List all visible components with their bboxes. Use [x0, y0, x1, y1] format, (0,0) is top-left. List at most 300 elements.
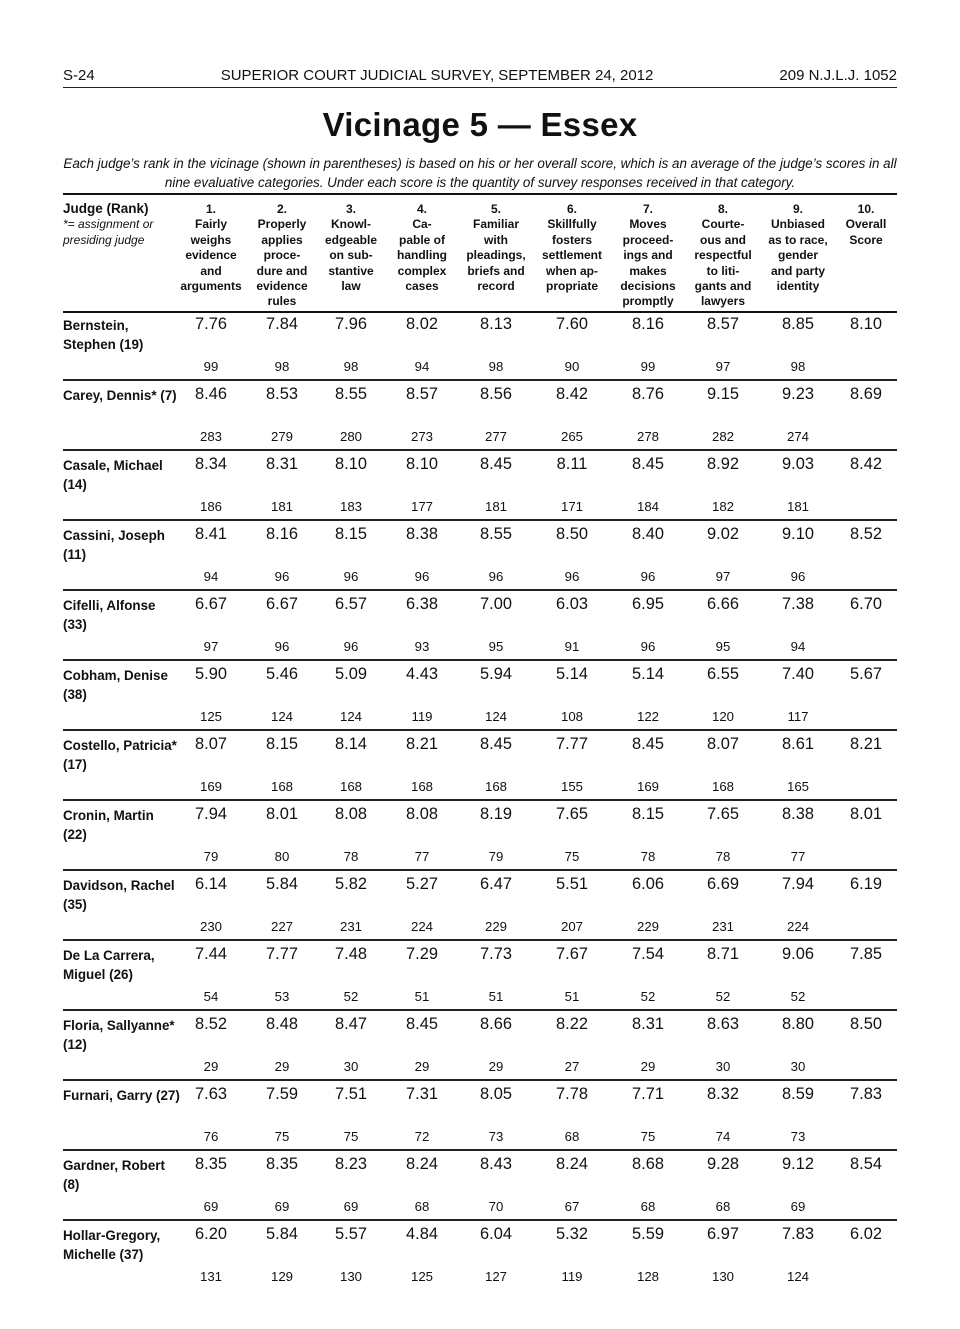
judge-name-line: Bernstein,	[63, 318, 129, 333]
response-count: 79	[203, 849, 219, 864]
response-count: 70	[488, 1199, 504, 1214]
column-label-line: Unbiased	[770, 217, 825, 232]
category-score: 7.84	[266, 315, 298, 333]
response-count: 96	[343, 639, 359, 654]
response-count: 224	[410, 919, 433, 934]
category-score: 8.71	[707, 945, 739, 963]
category-score: 9.02	[707, 525, 739, 543]
response-count: 29	[203, 1059, 219, 1074]
category-score: 7.54	[632, 945, 664, 963]
category-score: 8.42	[556, 385, 588, 403]
judge-name-line: (22)	[63, 827, 87, 842]
response-count: 52	[715, 989, 731, 1004]
column-label-line: stantive	[328, 263, 374, 278]
response-count: 30	[790, 1059, 806, 1074]
response-count: 77	[414, 849, 430, 864]
column-number: 3.	[345, 202, 356, 216]
category-score: 8.66	[480, 1015, 512, 1033]
category-score: 8.16	[632, 315, 664, 333]
table-row	[63, 451, 897, 521]
category-score: 7.65	[707, 805, 739, 823]
category-score: 5.84	[266, 875, 298, 893]
judge-name-line: (38)	[63, 687, 87, 702]
response-count: 73	[790, 1129, 806, 1144]
table-row	[63, 941, 897, 1011]
judge-name	[63, 386, 181, 405]
response-count: 181	[484, 499, 507, 514]
judge-name-line: Cronin, Martin	[63, 808, 154, 823]
column-label-line: record	[477, 279, 515, 294]
column-label-line: Knowl-	[331, 217, 371, 232]
column-label-line: with	[484, 232, 508, 247]
response-count: 90	[564, 359, 580, 374]
judge-name	[63, 946, 181, 984]
category-score: 8.38	[406, 525, 438, 543]
category-score: 6.95	[632, 595, 664, 613]
response-count: 120	[711, 709, 734, 724]
column-label-line: gants and	[694, 279, 752, 294]
table-row	[63, 311, 897, 381]
column-label-line: decisions	[620, 279, 676, 294]
category-score: 8.57	[406, 385, 438, 403]
category-score: 6.55	[707, 665, 739, 683]
column-label-line: briefs and	[467, 263, 525, 278]
category-score: 7.44	[195, 945, 227, 963]
overall-score: 7.83	[850, 1085, 882, 1103]
column-label-line: and party	[770, 263, 825, 278]
column-label-line: handling	[397, 248, 447, 263]
judge-name-line: (17)	[63, 757, 87, 772]
overall-score: 8.54	[850, 1155, 882, 1173]
category-score: 7.59	[266, 1085, 298, 1103]
response-count: 131	[199, 1269, 222, 1284]
running-head	[63, 62, 897, 88]
response-count: 97	[715, 569, 731, 584]
response-count: 69	[274, 1199, 290, 1214]
category-score: 7.29	[406, 945, 438, 963]
category-score: 8.24	[406, 1155, 438, 1173]
response-count: 168	[339, 779, 362, 794]
response-count: 94	[203, 569, 219, 584]
response-count: 68	[715, 1199, 731, 1214]
category-score: 8.35	[195, 1155, 227, 1173]
category-score: 8.08	[406, 805, 438, 823]
judge-name	[63, 666, 181, 704]
column-number: 5.	[490, 202, 501, 216]
judge-name-line: (14)	[63, 477, 87, 492]
category-score: 6.47	[480, 875, 512, 893]
category-score: 6.66	[707, 595, 739, 613]
column-label-line: on sub-	[329, 248, 373, 263]
judge-name-line: Miguel (26)	[63, 967, 133, 982]
response-count: 227	[270, 919, 293, 934]
category-score: 8.52	[195, 1015, 227, 1033]
overall-score: 8.42	[850, 455, 882, 473]
column-label-line: fosters	[551, 232, 592, 247]
response-count: 75	[343, 1129, 359, 1144]
response-count: 119	[411, 709, 433, 724]
response-count: 96	[488, 569, 504, 584]
judge-header-note: *= assignment or presiding judge	[63, 217, 154, 247]
judge-name	[63, 1016, 181, 1054]
response-count: 68	[640, 1199, 656, 1214]
category-score: 6.67	[266, 595, 298, 613]
response-count: 75	[274, 1129, 290, 1144]
response-count: 96	[640, 639, 656, 654]
response-count: 27	[564, 1059, 580, 1074]
response-count: 29	[274, 1059, 290, 1074]
category-score: 8.01	[266, 805, 298, 823]
column-number: 2.	[276, 202, 287, 216]
category-score: 8.68	[632, 1155, 664, 1173]
category-score: 8.85	[782, 315, 814, 333]
response-count: 177	[410, 499, 433, 514]
column-label-line: applies	[261, 232, 303, 247]
category-score: 6.57	[335, 595, 367, 613]
category-score: 7.00	[480, 595, 512, 613]
response-count: 184	[636, 499, 659, 514]
response-count: 129	[270, 1269, 293, 1284]
response-count: 229	[484, 919, 507, 934]
column-label-line: Score	[849, 232, 883, 247]
category-score: 7.94	[782, 875, 814, 893]
response-count: 53	[274, 989, 290, 1004]
column-label-line: edgeable	[324, 232, 378, 247]
response-count: 108	[560, 709, 583, 724]
judge-name-line: Floria, Sallyanne*	[63, 1018, 175, 1033]
column-label-line: arguments	[180, 279, 242, 294]
overall-score: 8.69	[850, 385, 882, 403]
category-score: 8.23	[335, 1155, 367, 1173]
response-count: 155	[560, 779, 583, 794]
column-label-line: evidence	[185, 248, 237, 263]
response-count: 75	[564, 849, 580, 864]
column-label-line: cases	[405, 279, 439, 294]
column-label-line: makes	[629, 263, 667, 278]
response-count: 181	[270, 499, 293, 514]
response-count: 182	[711, 499, 734, 514]
column-label-line: Ca-	[412, 217, 432, 232]
category-score: 8.31	[632, 1015, 664, 1033]
category-score: 9.03	[782, 455, 814, 473]
table-row	[63, 1221, 897, 1289]
category-score: 8.80	[782, 1015, 814, 1033]
judge-name	[63, 876, 181, 914]
judge-name-line: (12)	[63, 1037, 87, 1052]
judge-name	[63, 316, 181, 354]
response-count: 117	[787, 709, 809, 724]
category-score: 9.12	[782, 1155, 814, 1173]
response-count: 68	[414, 1199, 430, 1214]
category-score: 8.11	[556, 455, 588, 473]
column-number: 1.	[205, 202, 216, 216]
category-score: 8.22	[556, 1015, 588, 1033]
response-count: 51	[564, 989, 580, 1004]
judge-name	[63, 1156, 181, 1194]
overall-score: 8.01	[850, 805, 882, 823]
category-score: 8.50	[556, 525, 588, 543]
column-label-line: evidence	[256, 279, 308, 294]
category-score: 8.48	[266, 1015, 298, 1033]
category-score: 8.63	[707, 1015, 739, 1033]
category-score: 8.45	[632, 735, 664, 753]
category-score: 9.06	[782, 945, 814, 963]
response-count: 68	[564, 1129, 580, 1144]
response-count: 124	[786, 1269, 809, 1284]
response-count: 125	[199, 709, 222, 724]
response-count: 168	[270, 779, 293, 794]
column-label-line: to liti-	[706, 263, 740, 278]
category-score: 8.61	[782, 735, 814, 753]
category-score: 7.73	[480, 945, 512, 963]
category-score: 6.67	[195, 595, 227, 613]
response-count: 273	[410, 429, 433, 444]
category-score: 8.46	[195, 385, 227, 403]
overall-score: 6.19	[850, 875, 882, 893]
judge-name	[63, 806, 181, 844]
column-label-line: Courte-	[701, 217, 745, 232]
category-score: 8.38	[782, 805, 814, 823]
column-label-line: propriate	[545, 279, 598, 294]
table-row	[63, 871, 897, 941]
judge-name	[63, 1226, 181, 1264]
response-count: 52	[343, 989, 359, 1004]
category-score: 8.07	[195, 735, 227, 753]
category-score: 8.53	[266, 385, 298, 403]
category-score: 5.51	[556, 875, 588, 893]
column-number: 8.	[717, 202, 728, 216]
column-label-line: ings and	[623, 248, 673, 263]
response-count: 99	[640, 359, 656, 374]
category-score: 7.51	[335, 1085, 367, 1103]
category-score: 8.57	[707, 315, 739, 333]
judge-name-line: Cassini, Joseph	[63, 528, 165, 543]
category-score: 7.71	[632, 1085, 664, 1103]
overall-score: 6.70	[850, 595, 882, 613]
category-score: 5.14	[632, 665, 664, 683]
category-score: 5.09	[335, 665, 367, 683]
category-score: 8.15	[632, 805, 664, 823]
column-label-line: promptly	[622, 294, 674, 309]
category-score: 8.56	[480, 385, 512, 403]
category-score: 8.76	[632, 385, 664, 403]
column-number: 7.	[642, 202, 653, 216]
table-row	[63, 661, 897, 731]
column-label-line: gender	[777, 248, 818, 263]
table-row	[63, 731, 897, 801]
table-header	[63, 193, 897, 313]
category-score: 8.34	[195, 455, 227, 473]
response-count: 274	[786, 429, 809, 444]
response-count: 277	[484, 429, 507, 444]
response-count: 96	[414, 569, 430, 584]
category-score: 8.35	[266, 1155, 298, 1173]
response-count: 29	[640, 1059, 656, 1074]
category-score: 8.45	[480, 735, 512, 753]
response-count: 78	[640, 849, 656, 864]
category-score: 5.90	[195, 665, 227, 683]
category-score: 6.04	[480, 1225, 512, 1243]
column-label-line: Properly	[257, 217, 307, 232]
response-count: 78	[715, 849, 731, 864]
column-label-line: identity	[776, 279, 820, 294]
category-score: 8.08	[335, 805, 367, 823]
category-score: 6.38	[406, 595, 438, 613]
response-count: 168	[410, 779, 433, 794]
response-count: 168	[711, 779, 734, 794]
response-count: 127	[484, 1269, 507, 1284]
response-count: 30	[343, 1059, 359, 1074]
category-score: 4.43	[406, 665, 438, 683]
category-score: 6.20	[195, 1225, 227, 1243]
response-count: 229	[636, 919, 659, 934]
category-score: 8.15	[335, 525, 367, 543]
judge-name-line: Michelle (37)	[63, 1247, 144, 1262]
response-count: 72	[414, 1129, 430, 1144]
category-score: 8.14	[335, 735, 367, 753]
response-count: 79	[488, 849, 504, 864]
response-count: 69	[790, 1199, 806, 1214]
response-count: 95	[715, 639, 731, 654]
judge-name	[63, 736, 181, 774]
judge-name	[63, 1086, 181, 1105]
category-score: 8.24	[556, 1155, 588, 1173]
judge-name-line: Carey, Dennis* (7)	[63, 388, 177, 403]
overall-score: 6.02	[850, 1225, 882, 1243]
judge-name-line: Gardner, Robert	[63, 1158, 165, 1173]
response-count: 169	[199, 779, 222, 794]
response-count: 169	[636, 779, 659, 794]
category-score: 7.31	[406, 1085, 438, 1103]
category-score: 5.27	[406, 875, 438, 893]
response-count: 73	[488, 1129, 504, 1144]
category-score: 8.43	[480, 1155, 512, 1173]
category-score: 7.38	[782, 595, 814, 613]
category-score: 7.96	[335, 315, 367, 333]
column-header-4	[391, 202, 453, 294]
category-score: 7.77	[556, 735, 588, 753]
response-count: 122	[636, 709, 659, 724]
category-score: 8.40	[632, 525, 664, 543]
response-count: 207	[560, 919, 583, 934]
category-score: 8.07	[707, 735, 739, 753]
citation: 209 N.J.L.J. 1052	[779, 67, 897, 84]
category-score: 8.10	[406, 455, 438, 473]
category-score: 8.16	[266, 525, 298, 543]
column-label-line: rules	[267, 294, 297, 309]
response-count: 94	[790, 639, 806, 654]
category-score: 8.31	[266, 455, 298, 473]
judge-name-line: (11)	[63, 547, 87, 562]
category-score: 9.15	[707, 385, 739, 403]
column-header-10	[836, 202, 896, 248]
column-header-9	[761, 202, 835, 294]
overall-score: 8.21	[850, 735, 882, 753]
response-count: 279	[270, 429, 293, 444]
response-count: 98	[488, 359, 504, 374]
judge-name-line: Costello, Patricia*	[63, 738, 177, 753]
intro-note: Each judge’s rank in the vicinage (shown in parentheses) is based on his or her overall score, which is an average of the judge’s scores in all nine evaluative categories. Under each score is the quantity of survey responses received in that category.	[63, 156, 897, 190]
response-count: 231	[711, 919, 734, 934]
response-count: 69	[203, 1199, 219, 1214]
category-score: 8.55	[335, 385, 367, 403]
category-score: 8.47	[335, 1015, 367, 1033]
category-score: 8.45	[480, 455, 512, 473]
response-count: 93	[414, 639, 430, 654]
category-score: 9.28	[707, 1155, 739, 1173]
category-score: 8.15	[266, 735, 298, 753]
judge-name-line: Furnari, Garry (27)	[63, 1088, 180, 1103]
column-label-line: settlement	[541, 248, 603, 263]
category-score: 8.05	[480, 1085, 512, 1103]
category-score: 6.03	[556, 595, 588, 613]
column-label-line: law	[341, 279, 361, 294]
response-count: 96	[640, 569, 656, 584]
judge-name-line: Hollar-Gregory,	[63, 1228, 161, 1243]
column-label-line: proceed-	[622, 232, 674, 247]
judge-name-line: (35)	[63, 897, 87, 912]
judge-name-line: Cifelli, Alfonse	[63, 598, 156, 613]
response-count: 67	[564, 1199, 580, 1214]
response-count: 96	[564, 569, 580, 584]
response-count: 128	[636, 1269, 659, 1284]
response-count: 97	[715, 359, 731, 374]
response-count: 98	[274, 359, 290, 374]
response-count: 96	[343, 569, 359, 584]
response-count: 181	[786, 499, 809, 514]
category-score: 7.48	[335, 945, 367, 963]
category-score: 5.59	[632, 1225, 664, 1243]
response-count: 52	[790, 989, 806, 1004]
table-row	[63, 801, 897, 871]
publication-title: SUPERIOR COURT JUDICIAL SURVEY, SEPTEMBER 24, 2012	[220, 67, 654, 84]
overall-score: 8.50	[850, 1015, 882, 1033]
category-score: 7.65	[556, 805, 588, 823]
category-score: 7.78	[556, 1085, 588, 1103]
response-count: 168	[484, 779, 507, 794]
column-label-line: Moves	[629, 217, 667, 232]
column-header-5	[461, 202, 531, 294]
response-count: 186	[199, 499, 222, 514]
category-score: 9.23	[782, 385, 814, 403]
category-score: 8.02	[406, 315, 438, 333]
judge-name-line: Casale, Michael	[63, 458, 163, 473]
category-score: 5.14	[556, 665, 588, 683]
category-score: 8.41	[195, 525, 227, 543]
category-score: 8.55	[480, 525, 512, 543]
response-count: 69	[343, 1199, 359, 1214]
overall-score: 5.67	[850, 665, 882, 683]
category-score: 6.06	[632, 875, 664, 893]
category-score: 8.10	[335, 455, 367, 473]
response-count: 130	[711, 1269, 734, 1284]
category-score: 7.83	[782, 1225, 814, 1243]
category-score: 7.40	[782, 665, 814, 683]
column-label-line: proce-	[263, 248, 301, 263]
column-label-line: Familiar	[472, 217, 520, 232]
column-label-line: ous and	[699, 232, 746, 247]
overall-score: 8.10	[850, 315, 882, 333]
column-label-line: weighs	[190, 232, 232, 247]
response-count: 171	[560, 499, 583, 514]
column-label-line: as to race,	[768, 232, 828, 247]
response-count: 91	[564, 639, 580, 654]
response-count: 96	[274, 639, 290, 654]
response-count: 230	[199, 919, 222, 934]
response-count: 94	[414, 359, 430, 374]
column-label-line: lawyers	[700, 294, 746, 309]
category-score: 4.84	[406, 1225, 438, 1243]
